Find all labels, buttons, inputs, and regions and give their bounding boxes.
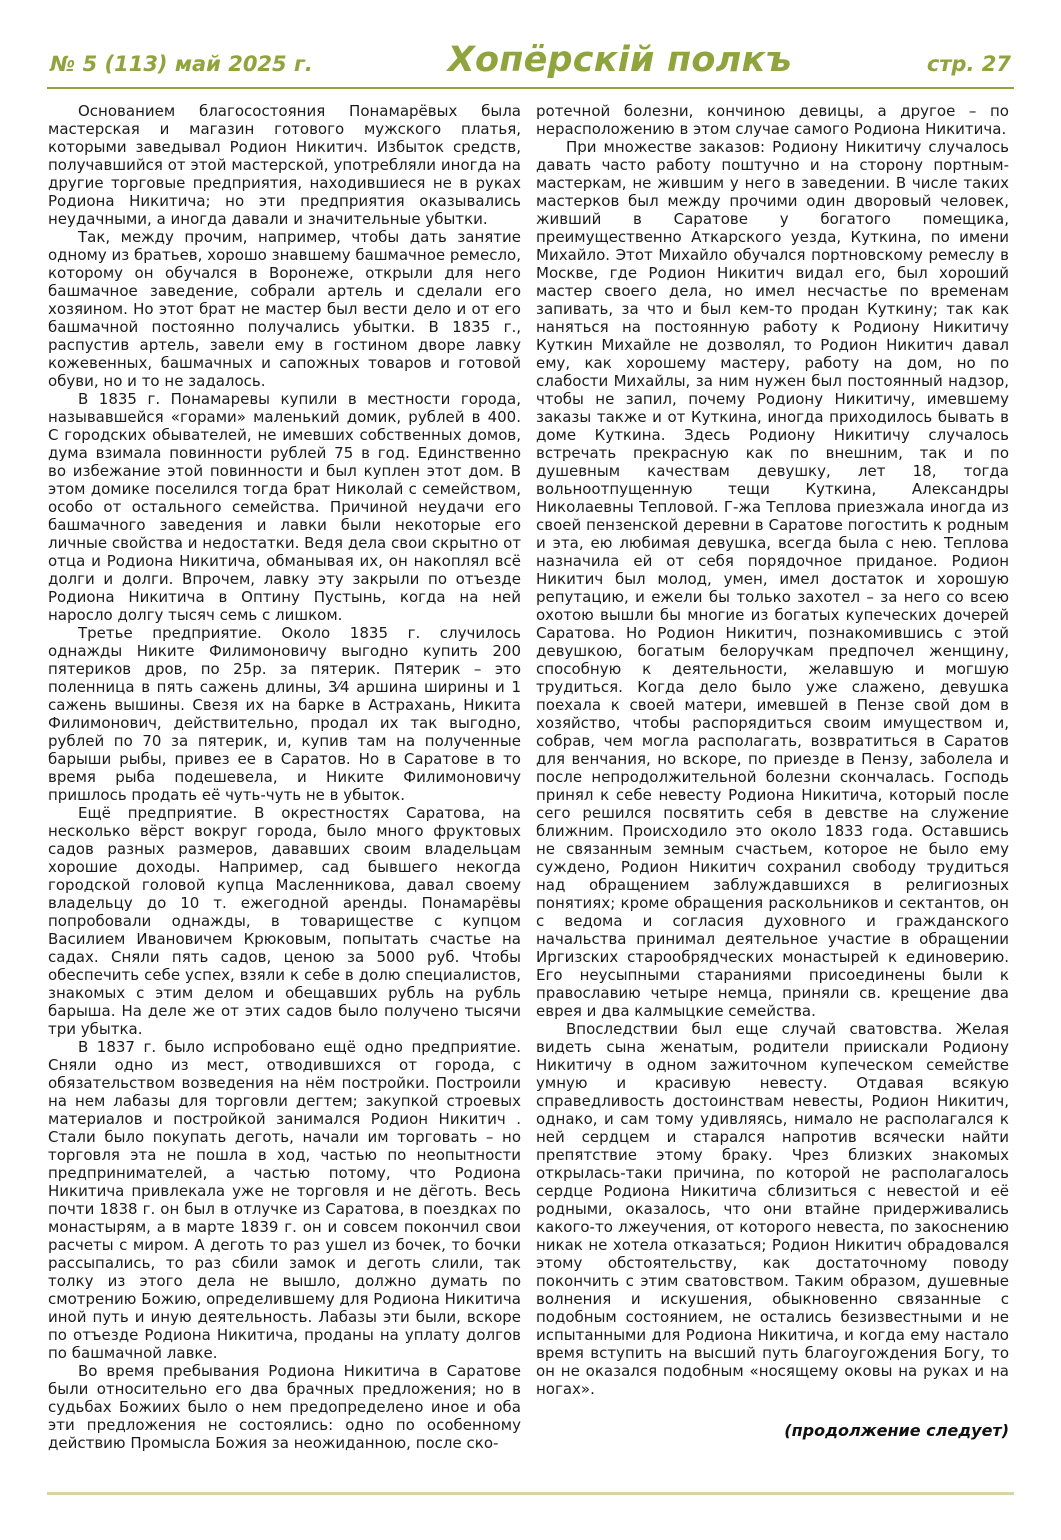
page (0, 40, 1061, 1452)
masthead-rule (47, 87, 1014, 89)
paragraph: ротечной болезни, кончиною девицы, а другое – по нерасположению в этом случае самого Родиона Никитича. (536, 102, 1009, 138)
masthead (0, 40, 1061, 80)
paragraph: Так, между прочим, например, чтобы дать занятие одному из братьев, хорошо знавшему башмачное ремесло, которому он обучался в Воронеже, открыли для него башмачное заведение, собрали артель и сделали его хозяином. Но этот брат не мастер был вести дело и от его башмачной постоянно получались убытки. В 1835 г., распустив артель, завели ему в гостином дворе лавку кожевенных, башмачных и сапожных товаров и готовой обуви, но и то не задалось. (48, 228, 521, 390)
paragraph: Ещё предприятие. В окрестностях Саратова, на несколько вёрст вокруг города, было много фруктовых садов разных размеров, дававших своим владельцам хорошие доходы. Например, сад бывшего некогда городской головой купца Масленникова, давал своему владельцу до 10 т. ежегодной аренды. Понамарёвы попробовали однажды, в товариществе с купцом Василием Ивановичем Крюковым, попытать счастье на садах. Сняли пять садов, ценою за 5000 руб. Чтобы обеспечить себе успех, взяли к себе в долю специалистов, знакомых с этим делом и обещавших рубль на рубль барыша. На деле же от этих садов было получено тысячи три убытка. (48, 804, 521, 1038)
article-column-right (536, 102, 1009, 1452)
newspaper-title: Хопёрскій полкъ (447, 40, 792, 80)
paragraph: Впоследствии был еще случай сватовства. Желая видеть сына женатым, родители приискали Родиону Никитичу в одном зажиточном купеческом семействе умную и красивую невесту. Отдавая всякую справедливость достоинствам невесты, Родион Никитич, однако, и сам тому удивляясь, нимало не располагался к ней сердцем и старался напротив всячески найти препятствие этому браку. Чрез близких знакомых открылась-таки причина, по которой не располагалось сердце Родиона Никитича сблизиться с невестой и её родными, оказалось, что они втайне придерживались какого-то лжеучения, от которого невеста, по закоснению никак не хотела отказаться; Родион Никитич обрадовался этому обстоятельству, как достаточному поводу покончить с этим сватовством. Таким образом, душевные волнения и искушения, обыкновенно связанные с подобным состоянием, не остались безизвестными и не испытанными для Родиона Никитича, и когда ему настало время вступить на высший путь благоугождения Богу, то он не оказался подобным «носящему оковы на руках и на ногах». (536, 1020, 1009, 1398)
article-body (0, 102, 1061, 1452)
paragraph: Во время пребывания Родиона Никитича в Саратове были относительно его два брачных предложения; но в судьбах Божиих было о нем предопределено иное и оба эти предложения не состоялись: одно по особенному действию Промысла Божия за неожиданною, после ско- (48, 1362, 521, 1452)
page-number: стр. 27 (926, 52, 1011, 76)
issue-number: № 5 (113) май 2025 г. (50, 52, 313, 76)
article-column-left (48, 102, 521, 1452)
paragraph: При множестве заказов: Родиону Никитичу случалось давать часто работу поштучно и на сторону портным-мастеркам, не жившим у него в заведении. В числе таких мастерков был между прочими один дворовый человек, живший в Саратове у богатого помещика, преимущественно Аткарского уезда, Куткина, по имени Михайло. Этот Михайло обучался портновскому ремеслу в Москве, где Родион Никитич видал его, был хороший мастер своего дела, но имел несчастье по временам запивать, за что и был кем-то продан Куткину; так как наняться на постоянную работу к Родиону Никитичу Куткин Михайле не дозволял, то Родион Никитич давал ему, как хорошему мастеру, работу на дом, но по слабости Михайлы, за ним нужен был постоянный надзор, чтобы не запил, почему Родиону Никитичу, имевшему заказы также и от Куткина, иногда приходилось бывать в доме Куткина. Здесь Родиону Никитичу случалось встречать прекрасную как по внешним, так и по душевным качествам девушку, лет 18, тогда вольноотпущенную тещи Куткина, Александры Николаевны Тепловой. Г-жа Теплова приезжала иногда из своей пензенской деревни в Саратове погостить к родным и эта, ею любимая девушка, всегда была с нею. Теплова назначила ей от себя порядочное приданое. Родион Никитич был молод, умен, имел достаток и хорошую репутацию, и ежели бы только захотел – за него со всею охотою вышли бы многие из богатых купеческих дочерей Саратова. Но Родион Никитич, познакомившись с этой девушкою, богатым белоручкам предпочел женщину, способную к деятельности, желавшую и могшую трудиться. Когда дело было уже слажено, девушка поехала к своей матери, имевшей в Пензе свой дом в хозяйство, чтобы распорядиться своим имуществом и, собрав, чем могла располагать, возвратиться в Саратов для венчания, но вскоре, по приезде в Пензу, заболела и после непродолжительной болезни скончалась. Господь принял к себе невесту Родиона Никитича, который после сего решился посвятить себя в девстве на служение ближним. Происходило это около 1833 года. Оставшись не связанным земным счастьем, которое не было ему суждено, Родион Никитич сохранил свободу трудиться над обращением заблуждавшихся в религиозных понятиях; кроме обращения раскольников и сектантов, он с ведома и согласия духовного и гражданского начальства принимал деятельное участие в обращении Иргизских старообрядческих монастырей к единоверию. Его неусыпными стараниями присоединены были к православию четыре немца, приняли св. крещение два еврея и два калмыцкие семейства. (536, 138, 1009, 1020)
continuation-note: (продолжение следует) (784, 1421, 1009, 1440)
bottom-rule (47, 1492, 1014, 1495)
paragraph: В 1835 г. Понамаревы купили в местности города, называвшейся «горами» маленький домик, рублей в 400. С городских обывателей, не имевших собственных домов, дума взимала повинности рублей 75 в год. Единственно во избежание этой повинности и был куплен этот дом. В этом домике поселился тогда брат Николай с семейством, особо от остального семейства. Причиной неудачи его башмачного заведения и лавки были некоторые его личные свойства и недостатки. Ведя дела свои скрытно от отца и Родиона Никитича, обманывая их, он накоплял всё долги и долги. Впрочем, лавку эту закрыли по отъезде Родиона Никитича в Оптину Пустынь, когда на ней наросло долгу тысяч семь с лишком. (48, 390, 521, 624)
paragraph: В 1837 г. было испробовано ещё одно предприятие. Сняли одно из мест, отводившихся от города, с обязательством возведения на нём постройки. Построили на нем лабазы для торговли дегтем; закупкой строевых материалов и постройкой занимался Родион Никитич . Стали было покупать деготь, начали им торговать – но торговля эта не пошла в ход, частью по неопытности предпринимателей, а частью потому, что Родиона Никитича привлекала уже не торговля и не дёготь. Весь почти 1838 г. он был в отлучке из Саратова, в поездках по монастырям, а в марте 1839 г. он и совсем покончил свои расчеты с миром. А деготь то раз ушел из бочек, то бочки рассыпались, то раз сбили замок и деготь слили, так толку из этого дела не вышло, должно думать по смотрению Божию, определившему для Родиона Никитича иной путь и иную деятельность. Лабазы эти были, вскоре по отъезде Родиона Никитича, проданы на уплату долгов по башмачной лавке. (48, 1038, 521, 1362)
paragraph: Третье предприятие. Около 1835 г. случилось однажды Никите Филимоновичу выгодно купить 200 пятериков дров, по 25р. за пятерик. Пятерик – это поленница в пять сажень длины, 3⁄4 аршина ширины и 1 сажень вышины. Свезя их на барке в Астрахань, Никита Филимонович, действительно, продал их так выгодно, рублей по 70 за пятерик, и, купив там на полученные барыши рыбы, привез ее в Саратов. Но в Саратове в то время рыба подешевела, и Никите Филимоновичу пришлось продать её чуть-чуть не в убыток. (48, 624, 521, 804)
paragraph: Основанием благосостояния Понамарёвых была мастерская и магазин готового мужского платья, которыми заведывал Родион Никитич. Избыток средств, получавшийся от этой мастерской, употребляли иногда на другие торговые предприятия, находившиеся не в руках Родиона Никитича; но эти предприятия оказывались неудачными, а иногда давали и значительные убытки. (48, 102, 521, 228)
